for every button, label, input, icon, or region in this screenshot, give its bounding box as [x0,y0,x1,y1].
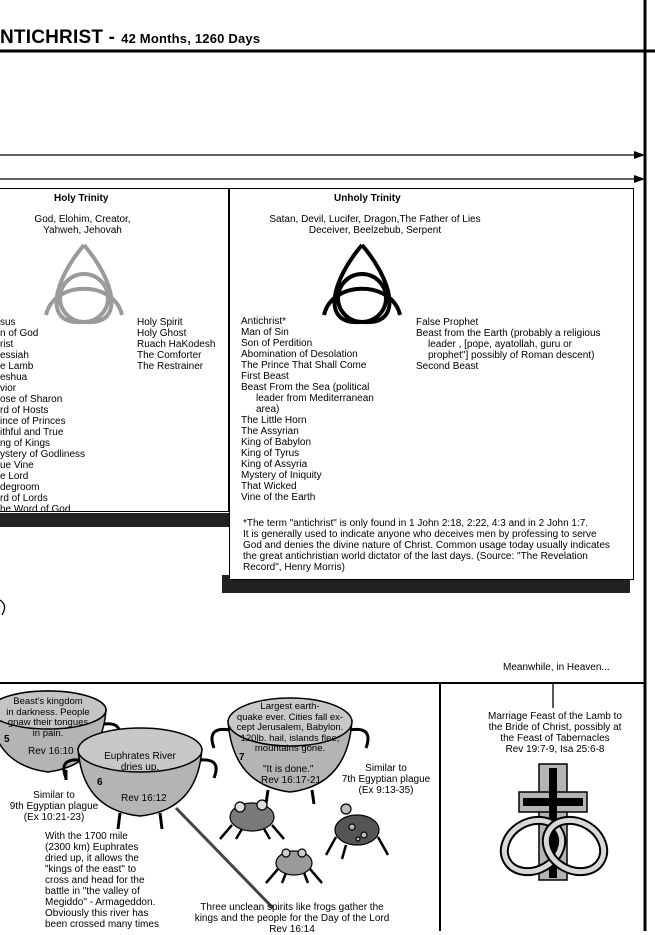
antichrist-name: Mystery of Iniquity [241,470,322,481]
similar-left [4,790,104,823]
frogs-line: Three unclean spirits like frogs gather the [200,902,384,913]
partial-bowl-edge [0,600,5,615]
timeline-arrowhead-2 [634,175,645,183]
marriage-line: Marriage Feast of the Lamb to [488,711,622,722]
frog-illustrations [212,795,392,895]
antichrist-name: Son of Perdition [241,338,313,349]
son-name: eshua [0,372,28,383]
antichrist-name: Beast From the Sea (political [241,382,370,393]
bowl-6-line: dries up. [120,761,160,773]
holy-shadow [0,513,237,527]
euphrates-line: Megiddo" - Armageddon. [45,897,156,908]
antichrist-name: area) [256,404,280,415]
antichrist-name: leader from Mediterranean [256,393,374,404]
son-name: sus [0,317,16,328]
bowl-7-quote: "It is done." [263,764,314,775]
antichrist-name: Abomination of Desolation [241,349,358,360]
euphrates-line: "kings of the east" to [45,864,137,875]
son-name: ose of Sharon [0,394,63,405]
bowl-7-line: cept Jerusalem, Babylon. [236,722,344,733]
bowl-6-ref: Rev 16:12 [121,793,167,804]
marriage-refs: Rev 19:7-9, Isa 25:6-8 [505,744,605,755]
spirit-name: The Comforter [137,350,202,361]
title-text: NTICHRIST - [0,27,116,48]
frog-icon [220,800,284,839]
euphrates-line: Obviously this river has [45,908,149,919]
holy-heading: Holy Trinity [54,193,109,204]
bowl-7-line: 120lb. hail, islands flee, [240,732,340,744]
bowl-5-line: gnaw their tongues [7,717,89,728]
frogs-line: Rev 16:14 [269,924,315,935]
unholy-father-names [250,214,500,236]
bowl-7-text [226,702,354,755]
bowl-5-ref: Rev 16:10 [28,746,74,757]
cross-and-rings [495,758,615,883]
antichrist-name: King of Assyria [241,459,308,470]
frogs-note [180,902,404,935]
prophet-name: Beast from the Earth (probably a religious [416,328,601,339]
footnote-line: It is generally used to indicate anyone who deceives men by professing to serve [243,529,597,540]
euphrates-note [45,831,159,930]
holy-father-line: Yahweh, Jehovah [43,225,122,236]
antichrist-name: Antichrist* [241,316,287,327]
son-name: n of God [0,328,39,339]
son-name: essiah [0,350,29,361]
son-name: he Word of God [0,504,71,515]
unholy-prophet-names [416,317,601,372]
prophet-name: Second Beast [416,361,479,372]
spirit-name: Ruach HaKodesh [137,339,216,350]
prophet-name: prophet"] possibly of Roman descent) [428,350,595,361]
bowl-5-line: in pain. [32,727,64,739]
unholy-father-line: Deceiver, Beelzebub, Serpent [308,225,442,236]
unholy-heading: Unholy Trinity [334,193,401,204]
holy-father-line: God, Elohim, Creator, [34,214,131,225]
son-name: e Lord [0,471,29,482]
bowl-6-line: Euphrates River [104,751,176,762]
antichrist-name: Vine of the Earth [241,492,316,503]
footnote-line: *The term "antichrist" is only found in 1 John 2:18, 2:22, 4:3 and in 2 John 1:7. [243,518,589,529]
marriage-line: the Feast of Tabernacles [500,733,610,744]
marriage-feast-text [478,711,632,755]
title-subtitle: 42 Months, 1260 Days [121,31,261,46]
bowl-7-number: 7 [239,752,245,763]
son-name: rd of Hosts [0,405,49,416]
son-name: ue Vine [0,460,34,471]
euphrates-line: (2300 km) Euphrates [45,842,139,853]
antichrist-name: First Beast [241,371,289,382]
frog-icon [266,849,322,883]
euphrates-line: cross and head for the [45,875,145,886]
holy-son-names [0,317,85,515]
son-name: rist [0,339,14,350]
unholy-antichrist-names [241,316,374,503]
similar-right-line: Similar to [365,763,407,774]
antichrist-name: The Prince That Shall Come [241,360,367,371]
bowl-5-text [0,697,96,739]
unholy-father-line: Satan, Devil, Lucifer, Dragon,The Father of Lies [269,214,481,225]
euphrates-line: dried up, it allows the [45,853,139,864]
footnote-line: Record", Henry Morris) [243,562,345,573]
prophet-name: False Prophet [416,317,479,328]
footnote-line: the great antichristian world dictator of the last days. (Source: "The Revelation [243,551,588,562]
similar-left-line: 9th Egyptian plague [9,801,99,812]
antichrist-name: King of Babylon [241,437,312,448]
prophet-name: leader , [pope, ayatollah, guru or [428,339,572,350]
bowl-5-line: in darkness. People [6,706,90,718]
page-title [0,27,260,49]
similar-left-line: Similar to [33,790,75,801]
meanwhile-label: Meanwhile, in Heaven... [503,662,610,673]
frog-icon [326,804,388,859]
similar-left-line: (Ex 10:21-23) [23,812,85,823]
holy-spirit-names [137,317,215,372]
footnote-line: God and denies the divine nature of Christ. Common usage today usually indicates [243,540,610,551]
son-name: degroom [0,482,40,493]
son-name: vior [0,383,17,394]
similar-right [334,763,438,796]
bowl-5-number: 5 [4,734,10,745]
bowl-7-line: mountains gone. [254,743,326,754]
euphrates-line: been crossed many times [45,919,159,930]
antichrist-name: That Wicked [241,481,297,492]
timeline-arrowhead-1 [634,151,645,159]
euphrates-line: With the 1700 mile [45,831,128,842]
spirit-name: Holy Ghost [137,328,187,339]
son-name: rd of Lords [0,493,48,504]
son-name: ng of Kings [0,438,51,449]
antichrist-name: King of Tyrus [241,448,300,459]
euphrates-line: battle in "the valley of [45,886,140,897]
antichrist-name: The Little Horn [241,415,307,426]
antichrist-name: Man of Sin [241,327,289,338]
spirit-name: Holy Spirit [137,317,183,328]
antichrist-name: The Assyrian [241,426,299,437]
son-name: ystery of Godliness [0,449,86,460]
frogs-line: kings and the people for the Day of the Lord [194,913,390,924]
bowl-7-line: Largest earth- [260,701,320,712]
son-name: ince of Princes [0,416,66,427]
similar-right-line: 7th Egyptian plague [341,774,431,785]
marriage-line: the Bride of Christ, possibly at [488,722,622,733]
bowl-7-ref: Rev 16:17-21 [261,775,322,786]
antichrist-footnote [243,518,610,573]
bowl-6-number: 6 [97,777,103,788]
similar-right-line: (Ex 9:13-35) [358,785,414,796]
son-name: e Lamb [0,361,34,372]
son-name: ithful and True [0,427,64,438]
bowl-7-line: quake ever. Cities fall ex- [236,711,344,723]
spirit-name: The Restrainer [137,361,204,372]
holy-father-names [20,214,145,236]
bowl-6-text [100,752,180,773]
bowl-5-line: Beast's kingdom [13,696,83,707]
